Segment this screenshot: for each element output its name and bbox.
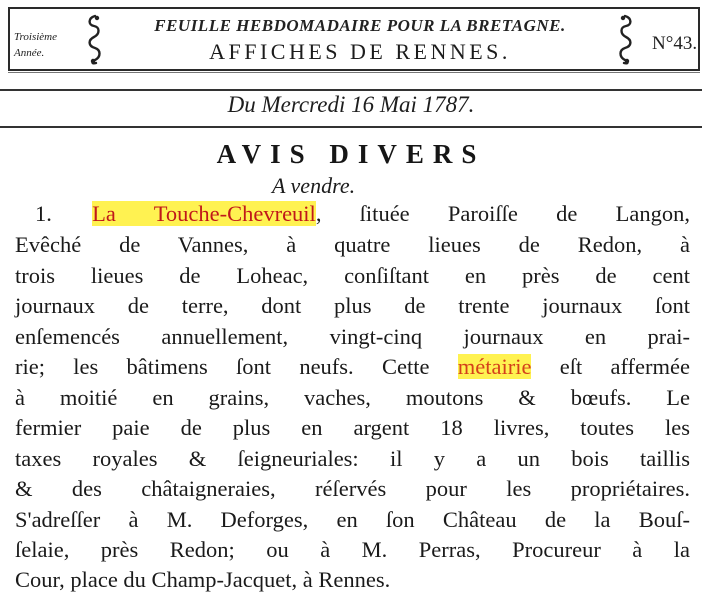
article-line-1-rest: , ſituée Paroiſſe de Langon, [315, 201, 690, 226]
article-line-4: journaux de terre, dont plus de trente journaux ſont [15, 293, 690, 318]
article-line-11: S'adreſſer à M. Deforges, en ſon Château de la Bouſ- [15, 507, 690, 532]
metairie-highlight: métairie [457, 354, 532, 379]
article-line-6-before: rie; les bâtimens ſont neufs. Cette [15, 354, 430, 379]
masthead-divider [8, 72, 700, 73]
masthead [8, 7, 700, 71]
masthead-subtitle: FEUILLE HEBDOMADAIRE POUR LA BRETAGNE. [154, 16, 566, 35]
year-label-line1: Troisième [14, 31, 57, 43]
year-label-line2: Année. [14, 47, 45, 59]
property-name-highlight: La Touche-Chevreuil [92, 201, 316, 226]
article-line-5: enſemencés annuellement, vingt-cinq journaux en prai- [15, 324, 690, 349]
scroll-ornament-left-icon [84, 13, 106, 65]
article-line-1 [35, 201, 690, 227]
article-line-8: fermier paie de plus en argent 18 livres, toutes les [15, 415, 690, 440]
year-label [14, 29, 74, 61]
article-line-6 [15, 354, 690, 380]
section-heading: AVIS DIVERS [216, 139, 486, 169]
article-line-3: trois lieues de Loheac, conſiſtant en près de cent [15, 263, 690, 288]
item-number: 1. [35, 201, 52, 226]
masthead-title: AFFICHES DE RENNES. [209, 39, 511, 64]
date-rule-top [0, 89, 702, 91]
issue-number: N°43. [652, 33, 698, 54]
subsection-heading: A vendre. [272, 173, 356, 198]
article-line-7: à moitié en grains, vaches, moutons & bœufs. Le [15, 385, 690, 410]
scroll-ornament-right-icon [614, 13, 636, 65]
article-line-12: ſelaie, près Redon; ou à M. Perras, Procureur à la [15, 537, 690, 562]
article-line-10: & des châtaigneraies, réſervés pour les propriétaires. [15, 476, 690, 501]
article-line-6-after: eſt affermée [559, 354, 691, 379]
article-line-13: Cour, place du Champ-Jacquet, à Rennes. [15, 567, 391, 592]
dateline: Du Mercredi 16 Mai 1787. [227, 92, 475, 117]
article-line-2: Evêché de Vannes, à quatre lieues de Redon, à [15, 232, 690, 257]
date-rule-bottom [0, 126, 702, 128]
article-line-9: taxes royales & ſeigneuriales: il y a un bois taillis [15, 446, 690, 471]
